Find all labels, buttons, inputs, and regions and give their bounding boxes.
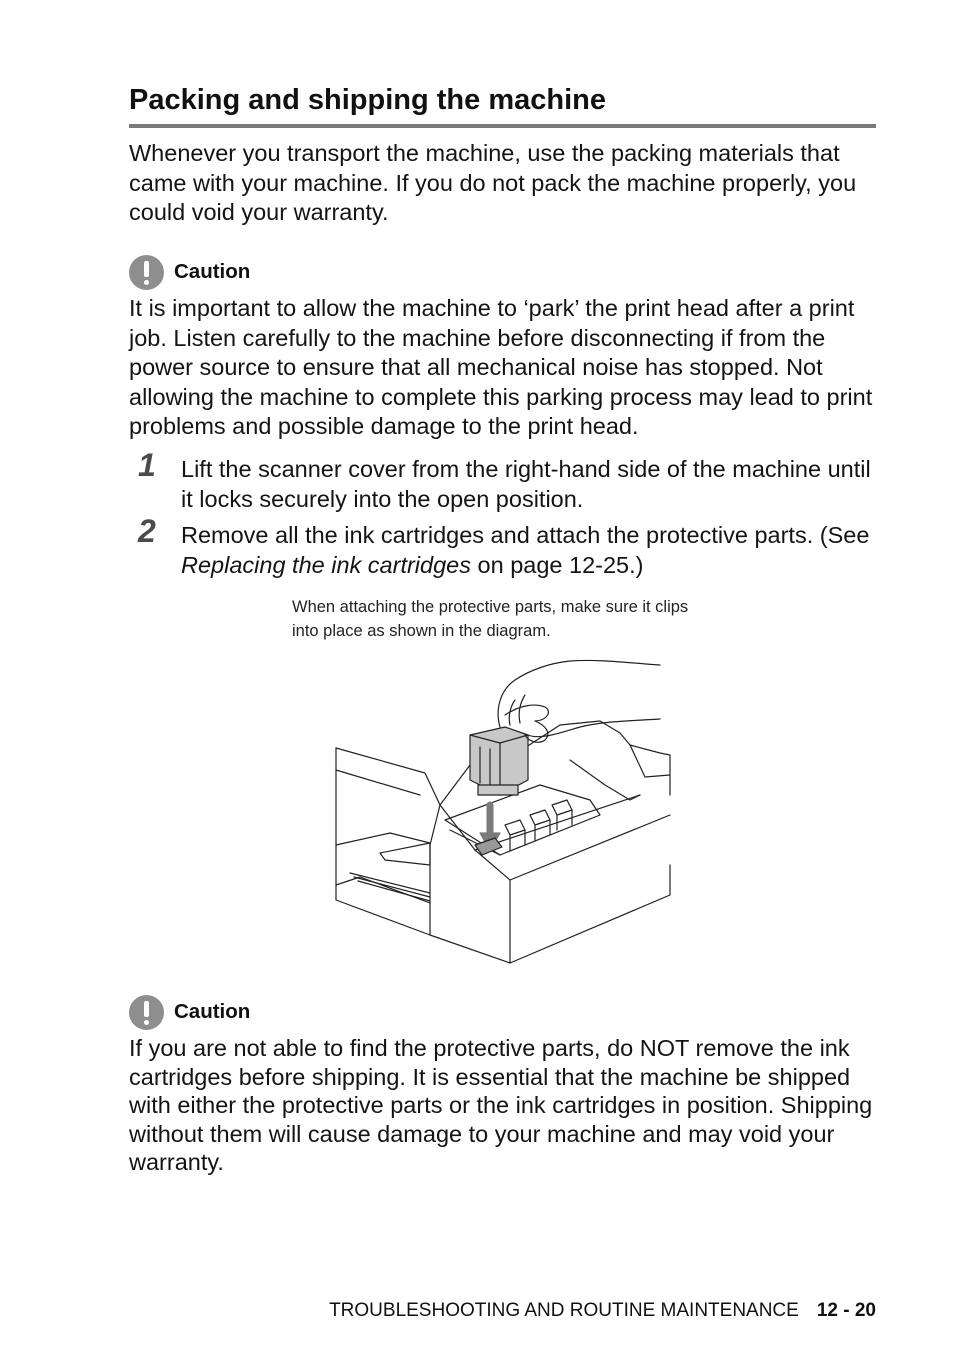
footer-section-title: TROUBLESHOOTING AND ROUTINE MAINTENANCE: [329, 1300, 799, 1321]
protective-part-illustration: [330, 655, 675, 970]
figure-caption: When attaching the protective parts, make sure it clips into place as shown in the diagram.: [292, 598, 689, 640]
step-number: 1: [138, 447, 156, 483]
caution-text: It is important to allow the machine to ‘park’ the print head after a print job. Listen carefully to the machine before disconnecting if from the power source to ensure that all mechanical noise has stopped. Not allowing the machine to complete this parking process may lead to print problems and possible damage to the print head.: [129, 295, 873, 439]
caution-header-1: [129, 254, 250, 290]
step-text: [181, 521, 881, 580]
page-footer: [329, 1298, 876, 1324]
step-text: Lift the scanner cover from the right-hand side of the machine until it locks securely into the open position.: [181, 456, 871, 512]
heading-rule: [129, 124, 876, 128]
step-number: 2: [138, 513, 156, 549]
exclamation-circle-icon: [129, 995, 164, 1030]
caution-label: Caution: [174, 260, 251, 283]
step-text-start: Remove all the ink cartridges and attach the protective parts. (See: [181, 522, 870, 548]
intro-paragraph: Whenever you transport the machine, use the packing materials that came with your machine. If you do not pack the machine properly, you could void your warranty.: [129, 140, 857, 225]
page-title: Packing and shipping the machine: [129, 84, 606, 116]
caution-header-2: [129, 994, 250, 1030]
caution-text: If you are not able to find the protective parts, do NOT remove the ink cartridges before shipping. It is essential that the machine be shipped with either the protective parts or the ink cartridges in position. Shipping without them will cause damage to your machine and may void your warranty.: [129, 1035, 873, 1175]
caution-label: Caution: [174, 1000, 251, 1023]
cross-reference-link: Replacing the ink cartridges: [181, 551, 471, 578]
exclamation-circle-icon: [129, 255, 164, 290]
page-number: 12 - 20: [816, 1300, 876, 1321]
step-text-end: on page 12-25.): [471, 551, 644, 578]
